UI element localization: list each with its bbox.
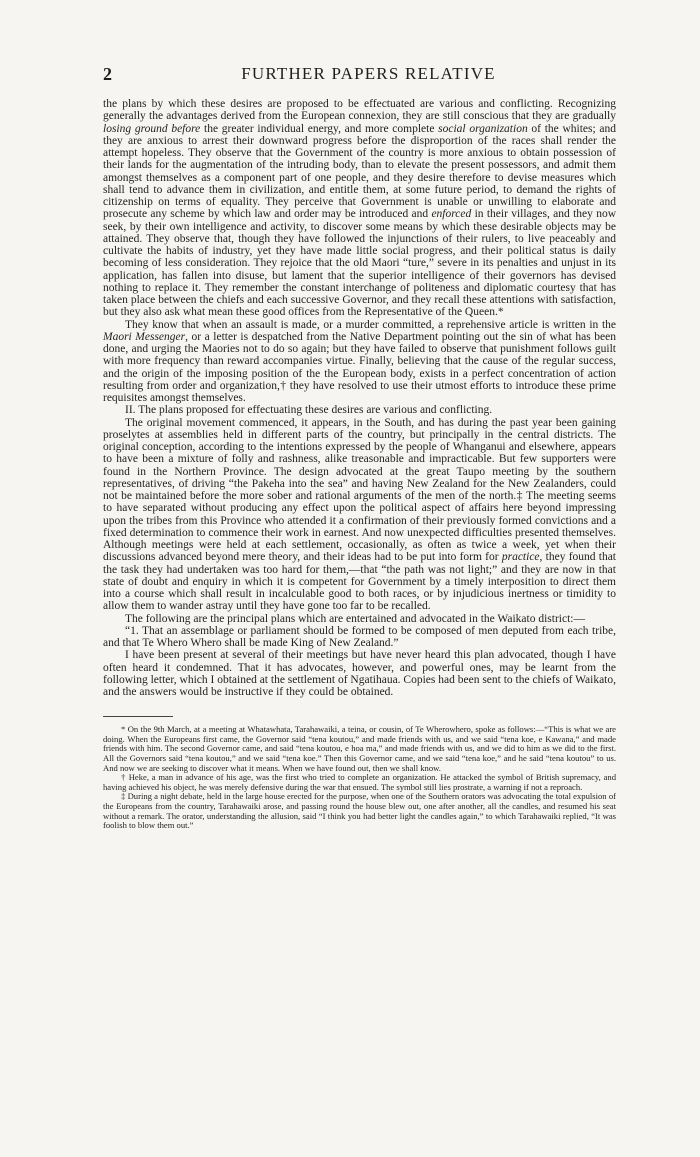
page-number: 2 [103,64,112,84]
page-header [103,64,616,90]
paragraph-original-movement: The original movement commenced, it appears, in the South, and has during the past year been gaining proselytes at assemblies held in different parts of the country, but principally in the central districts. The original conception, according to the intentions expressed by the people of Whanganui and elsewhere, appears to have been a mixture of folly and rashness, alike treasonable and impracticable. But few supporters were found in the Northern Province. The design advocated at the great Taupo meeting by the southern representatives, of driving “the Pakeha into the sea” and having New Zealand for the New Zealanders, could not be maintained before the more sober and rational arguments of the men of the north.‡ The meeting seems to have separated without producing any effect upon the political aspect of affairs here beyond impressing upon the tribes from this Province who attended it a confirmation of their previously formed convictions and a fixed determination to commence their work in earnest. And now unexpected difficulties presented themselves. Although meetings were held at each settlement, occasionally, as often as twice a week, yet when their discussions advanced beyond mere theory, and their ideas had to be put into form for practice, they found that the task they had undertaken was too hard for them,—that “the path was not light;” and they are now in that state of doubt and enquiry in which it is competent for Government by a timely interposition to direct them into a course which shall result in incalculable good to both races, or by injudicious inertness or timidity to allow them to wander astray until they have gone too far to be recalled. [103,416,617,613]
paragraph-meetings: I have been present at several of their meetings but have never heard this plan advocated, though I have often heard it condemned. That it has advocates, however, and powerful ones, may be learnt from the following letter, which I obtained at the settlement of Ngatihaua. Copies had been sent to the chiefs of Waikato, and the answers would be instructive if they could be obtained. [103,649,616,698]
footnote-asterisk: * On the 9th March, at a meeting at Whatawhata, Tarahawaiki, a teina, or cousin, of Te Wherowhero, spoke as follows:—“This is what we are doing. When the Europeans first came, the Governor said “tena koutou,” and made friends with us, and we said “tena koe, e Kawana,” and made friends with him. The second Governor came, and said “tena koutou, e hoa ma,” and made friends with us, and we did to him as we did to the first. All the Governors said “tena koutou,” and we said “tena koe.” Then this Governor came, and we said “tena koe,” and he said “tena koutou” to us. And now we are seeking to discover what it means. When we have found out, then we shall know. [103,724,616,773]
footnote-double-dagger: ‡ During a night debate, held in the large house erected for the purpose, when one of the Southern orators was advocating the total expulsion of the Europeans from the country, Tarahawaiki arose, and passing round the house blew out, one after another, all the candles, and resumed his seat without a remark. The orator, understanding the allusion, said “I think you had better light the candles again,” to which Tarahawaiki replied, “It was foolish to blow them out.” [103,791,616,831]
paragraph-section-ii: II. The plans proposed for effectuating these desires are various and conflicting. [125,404,493,417]
paragraph-plan-one: “1. That an assemblage or parliament should be formed to be composed of men deputed from each tribe, and that Te Whero Whero shall be made King of New Zealand.” [103,624,616,649]
paragraph-plans: the plans by which these desires are proposed to be effectuated are various and conflicting. Recognizing generally the advantages derived from the European connexion, they are still conscious that they are gradually losing ground before the greater individual energy, and more complete social organization of the whites; and they are anxious to arrest their downward progress before the disproportion of the races shall render the attempt hopeless. They observe that the Government of the country is more anxious to obtain possession of their lands for the augmentation of the intruding body, than to elevate the present possessors, and admit them amongst themselves as a component part of one people, and they desire therefore to devise measures which shall tend to advance them in civilization, and entitle them, at some future period, to demand the rights of citizenship on terms of equality. They perceive that Government is unable or unwilling to elaborate and prosecute any scheme by which law and order may be introduced and enforced in their villages, and they now seek, by their own intelligence and activity, to discover some means by which these desirable objects may be attained. They observe that, though they have followed the injunctions of their rulers, to live peaceably and cultivate the habits of industry, yet they have made little social progress, and their political status is daily becoming of less consideration. They rejoice that the old Maori “ture,” severe in its penalties and unjust in its application, has fallen into disuse, but lament that the superior intelligence of their governors has devised nothing to replace it. They remember the constant interchange of politeness and diplomatic courtesy that has taken place between the chiefs and each successive Governor, and they recall these attentions with satisfaction, but they also ask what mean these good offices from the Representative of the Queen.* [103,98,617,319]
running-title: FURTHER PAPERS RELATIVE [241,64,496,83]
paragraph-waikato-plans: The following are the principal plans which are entertained and advocated in the Waikato district:— [125,612,585,625]
footnotes [103,725,616,831]
body-text [103,98,616,698]
footnote-divider [103,716,173,717]
paragraph-punishment: They know that when an assault is made, or a murder committed, a reprehensive article is written in the Maori Messenger, or a letter is despatched from the Native Department pointing out the sin of what has been done, and urging the Maories not to do so again; but they have failed to observe that punishment follows guilt with more frequency than reward accompanies virtue. Finally, believing that the cause of the regular success, and the origin of the imposing position of the the European body, exists in a perfect concentration of action resulting from order and organization,† they have resolved to use their utmost efforts to introduce these prime requisites amongst themselves. [103,318,616,404]
footnote-dagger: † Heke, a man in advance of his age, was the first who tried to complete an organization. He attacked the symbol of British supremacy, and having achieved his object, he was merely defensive during the war that ensued. The symbol still lies prostrate, a warning if not a reproach. [103,772,616,792]
